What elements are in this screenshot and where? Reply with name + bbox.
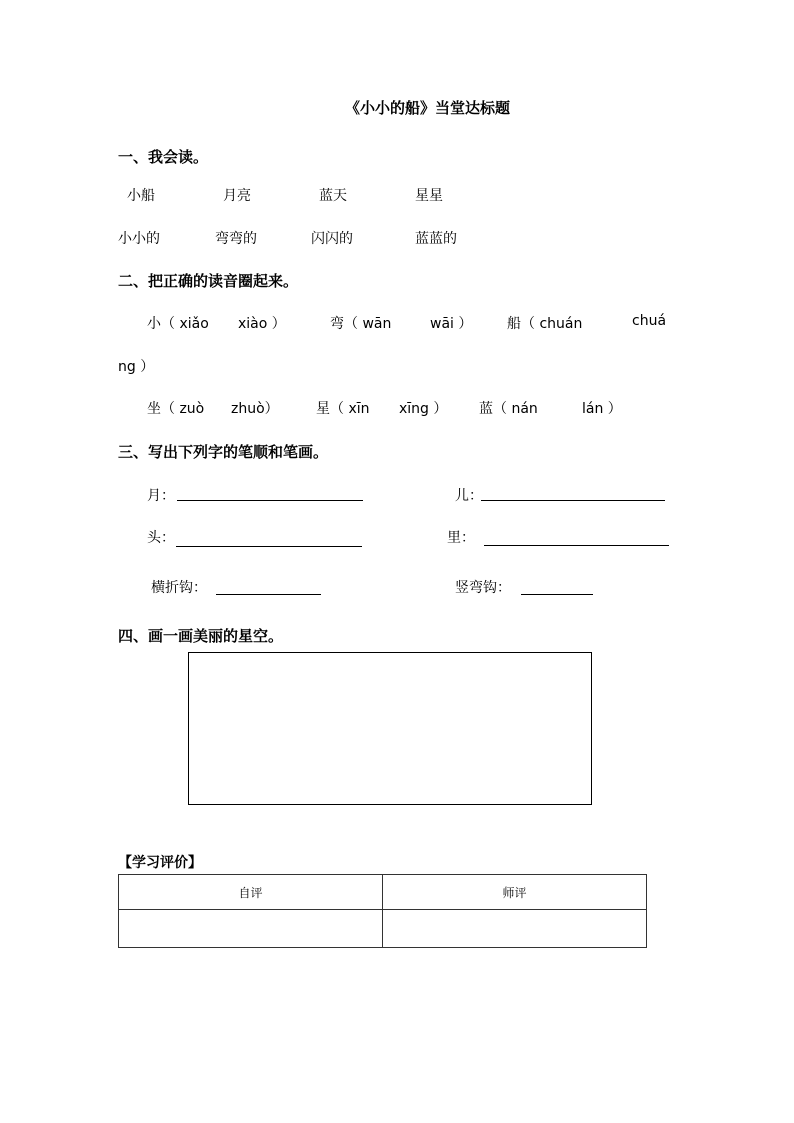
pinyin-choice: lán ） [582, 401, 622, 417]
stroke-label: 儿： [455, 488, 483, 504]
pinyin-choice: 船（ chuán [507, 316, 583, 332]
stroke-label: 横折钩： [151, 580, 207, 596]
pinyin-choice: 坐（ zuò [147, 401, 205, 417]
self-evaluation-cell[interactable] [119, 910, 383, 948]
word: 蓝蓝的 [415, 231, 457, 247]
evaluation-table [118, 874, 647, 948]
column-header-self: 自评 [119, 875, 383, 910]
pinyin-choice: zhuò） [231, 401, 279, 417]
word: 弯弯的 [215, 231, 257, 247]
word: 闪闪的 [311, 231, 353, 247]
section-2-heading: 二、把正确的读音圈起来。 [118, 272, 299, 290]
answer-line[interactable] [176, 546, 362, 547]
stroke-label: 里： [447, 530, 475, 546]
evaluation-heading: 【学习评价】 [118, 855, 202, 871]
answer-line[interactable] [216, 594, 321, 595]
answer-line[interactable] [484, 545, 669, 546]
page-title: 《小小的船》当堂达标题 [345, 99, 511, 117]
pinyin-choice: xiào ） [238, 316, 286, 332]
pinyin-choice: ng ） [118, 359, 155, 375]
word: 小小的 [118, 231, 160, 247]
pinyin-choice: 蓝（ nán [479, 401, 538, 417]
word: 蓝天 [319, 188, 347, 204]
section-3-heading: 三、写出下列字的笔顺和笔画。 [118, 443, 329, 461]
stroke-label: 月： [147, 488, 175, 504]
pinyin-choice: xīng ） [399, 401, 448, 417]
drawing-box[interactable] [188, 652, 592, 805]
answer-line[interactable] [481, 500, 665, 501]
pinyin-choice: chuá [632, 313, 667, 329]
pinyin-choice: wāi ） [430, 316, 473, 332]
word: 月亮 [223, 188, 251, 204]
section-1-heading: 一、我会读。 [118, 148, 209, 166]
stroke-label: 竖弯钩： [455, 580, 511, 596]
column-header-teacher: 师评 [383, 875, 647, 910]
answer-line[interactable] [521, 594, 593, 595]
answer-line[interactable] [177, 500, 363, 501]
pinyin-choice: 弯（ wān [330, 316, 392, 332]
pinyin-choice: 星（ xīn [316, 401, 370, 417]
pinyin-choice: 小（ xiǎo [147, 316, 209, 332]
teacher-evaluation-cell[interactable] [383, 910, 647, 948]
stroke-label: 头： [147, 530, 175, 546]
section-4-heading: 四、画一画美丽的星空。 [118, 627, 284, 645]
word: 星星 [415, 188, 443, 204]
word: 小船 [127, 188, 155, 204]
